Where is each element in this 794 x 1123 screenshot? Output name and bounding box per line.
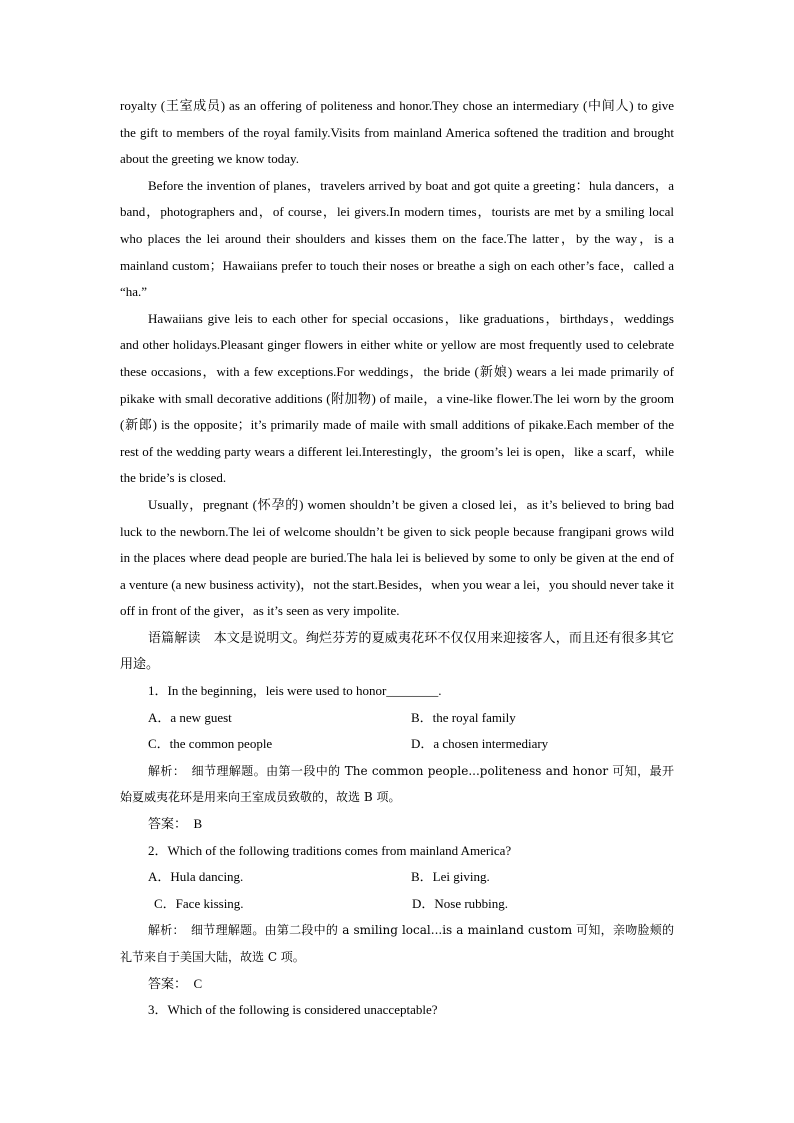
question-1 <box>120 678 674 838</box>
options-row <box>120 864 674 891</box>
passage-summary: 语篇解读 本文是说明文。绚烂芬芳的夏威夷花环不仅仅用来迎接客人，而且还有很多其它用途。 <box>120 629 674 672</box>
answer-value: C <box>193 975 203 991</box>
option-c: C．the common people <box>148 736 273 752</box>
answer <box>120 971 674 998</box>
option-b: B．Lei giving. <box>411 869 490 885</box>
option-c: C．Face kissing. <box>154 895 244 911</box>
question-2 <box>120 838 674 998</box>
analysis <box>120 758 674 811</box>
options-row <box>120 731 674 758</box>
document-page <box>120 93 674 1024</box>
analysis-label: 解析： <box>148 923 179 938</box>
options-row <box>120 891 674 918</box>
option-a: A．a new guest <box>148 709 232 725</box>
question-stem: 2．Which of the following traditions comes from mainland America? <box>148 842 512 858</box>
answer-label: 答案： <box>148 975 181 991</box>
option-a: A．Hula dancing. <box>148 869 244 885</box>
answer <box>120 811 674 838</box>
passage-paragraph-1: royalty (王室成员) as an offering of politeness and honor.They chose an intermediary (中间人) to give the gift to members of the royal family.Visits from mainland America softened the tradition and brought about the greeting we know today. <box>120 98 674 167</box>
analysis-label: 解析： <box>148 763 180 778</box>
option-d: D．a chosen intermediary <box>411 736 549 752</box>
option-d: D．Nose rubbing. <box>412 895 509 911</box>
passage-paragraph-3: Hawaiians give leis to each other for special occasions，like graduations，birthdays，weddings and other holidays.Pleasant ginger flowers in either white or yellow are most frequently used to celebrate these occasions，with a few exceptions.For weddings，the bride (新娘) wears a lei made primarily of pikake with small decorative additions (附加物) of maile，a vine-like flower.The lei worn by the groom (新郎) is the opposite；it’s primarily made of maile with small additions of pikake.Each member of the rest of the wedding party wears a different lei.Interestingly，the groom’s lei is open，like a scarf，while the bride’s is closed. <box>120 310 674 486</box>
option-b: B．the royal family <box>411 709 516 725</box>
passage-paragraph-2: Before the invention of planes，travelers arrived by boat and got quite a greeting：hula dancers，a band，photographers and，of course，lei givers.In modern times，tourists are met by a smiling local who places the lei around their shoulders and kisses them on the face.The latter，by the way，is a mainland custom；Hawaiians prefer to touch their noses or breathe a sigh on each other’s face，called a “ha.” <box>120 177 674 300</box>
analysis-text: 细节理解题。由第一段中的 The common people...politeness and honor 可知，最开始夏威夷花环是用来向王室成员致敬的，故选 B 项。 <box>120 763 674 805</box>
analysis-text: 细节理解题。由第二段中的 a smiling local...is a mainland custom 可知，亲吻脸颊的礼节来自于美国大陆，故选 C 项。 <box>120 923 674 964</box>
options-row <box>120 705 674 732</box>
passage-paragraph-4: Usually，pregnant (怀孕的) women shouldn’t be given a closed lei，as it’s believed to bring bad luck to the newborn.The lei of welcome shouldn’t be given to sick people because frangipani grows wild in the places where dead people are buried.The hala lei is believed by some to only be given at the end of a venture (a new business activity)，not the start.Besides，when you wear a lei，you should never take it off in front of the giver，as it’s seen as very impolite. <box>120 496 674 619</box>
answer-value: B <box>193 816 203 832</box>
answer-label: 答案： <box>148 816 181 832</box>
question-stem: 3．Which of the following is considered unacceptable? <box>148 1002 438 1018</box>
question-stem: 1．In the beginning，leis were used to honor________. <box>148 683 442 699</box>
analysis <box>120 917 674 970</box>
question-3 <box>120 997 674 1024</box>
